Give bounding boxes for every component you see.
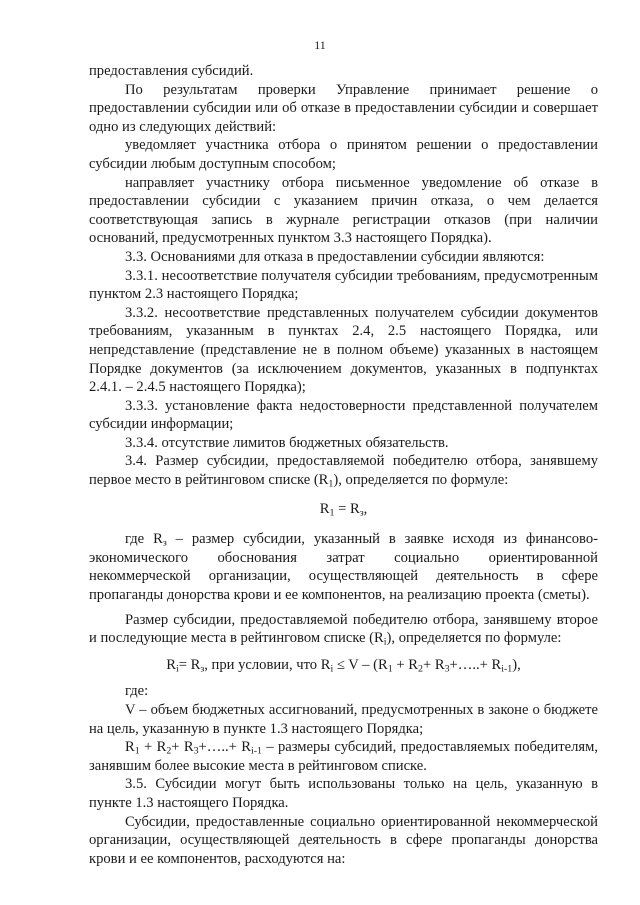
paragraph-r-definition: $R_1 + R_2+$ $R_3+\dots..+ R_{i-1}$ – размеры субсидий, предоставляемых победителям, занявшим более высокие места в рейтинговом списке.: [89, 739, 598, 774]
document-body: [89, 62, 598, 868]
paragraph-subsidies-spent: Субсидии, предоставленные социально ориентированной некоммерческой организации, осуществляющей деятельность в сфере пропаганды донорства крови и ее компонентов, расходуются на:: [89, 813, 598, 867]
formula-subsequent-places: $R_i= R_з$, при условии, что $R_i \le V - (R_1 + R_2+$ $R_3+\dots..+ R_{i-1}$),: [166, 656, 521, 675]
paragraph-where-rz: где $R_з$ – размер субсидии, указанный в заявке исходя из финансово-экономического обоснования затрат социально ориентированной некоммерческой организации, осуществляющей деятельность в сфере пропаганды донорства крови и ее компонентов, на реализацию проекта (сметы).: [89, 531, 598, 604]
paragraph-notify-decision: уведомляет участника отбора о принятом решении о предоставлении субсидии любым доступным способом;: [89, 137, 598, 172]
paragraph-3-3-3: 3.3.3. установление факта недостоверности представленной получателем субсидии информации;: [89, 397, 598, 433]
paragraph-continuation: предоставления субсидий.: [89, 63, 254, 79]
formula-first-place: $R_1 = R_з$,: [319, 500, 368, 519]
paragraph-3-5: 3.5. Субсидии могут быть использованы только на цель, указанную в пункте 1.3 настоящего Порядка.: [89, 776, 598, 811]
paragraph-3-3-2: 3.3.2. несоответствие представленных получателем субсидии документов требованиям, указанным в пунктах 2.4, 2.5 настоящего Порядка, или непредставление (представление не в полном объеме) указанных в настоящем Порядке документов (за исключением документов, указанных в подпунктах 2.4.1. – 2.4.5 настоящего Порядка);: [89, 304, 598, 396]
paragraph-send-refusal: направляет участнику отбора письменное уведомление об отказе в предоставлении субсидии с указанием причин отказа, о чем делается соответствующая запись в журнале регистрации отказов (при наличии оснований, предусмотренных пунктом 3.3 настоящего Порядка).: [89, 174, 598, 247]
paragraph-subsequent-places: Размер субсидии, предоставляемой победителю отбора, занявшему второе и последующие места в рейтинговом списке $(R_i)$, определяется по формуле:: [89, 611, 598, 648]
paragraph-3-3-1: 3.3.1. несоответствие получателя субсидии требованиям, предусмотренным пунктом 2.3 настоящего Порядка;: [89, 267, 598, 303]
paragraph-v-definition: V – объем бюджетных ассигнований, предусмотренных в законе о бюджете на цель, указанную в пункте 1.3 настоящего Порядка;: [89, 702, 598, 737]
paragraph-3-4: 3.4. Размер субсидии, предоставляемой победителю отбора, занявшему первое место в рейтинговом списке $(R_1)$, определяется по формуле:: [89, 453, 598, 490]
paragraph-where-label: где:: [125, 683, 149, 700]
page-number: 11: [314, 38, 326, 52]
paragraph-3-3-4: 3.3.4. отсутствие лимитов бюджетных обязательств.: [125, 434, 449, 451]
paragraph-3-3: 3.3. Основаниями для отказа в предоставлении субсидии являются:: [125, 248, 545, 265]
paragraph-review-result: По результатам проверки Управление принимает решение о предоставлении субсидии или об отказе в предоставлении субсидии и совершает одно из следующих действий:: [89, 81, 598, 135]
